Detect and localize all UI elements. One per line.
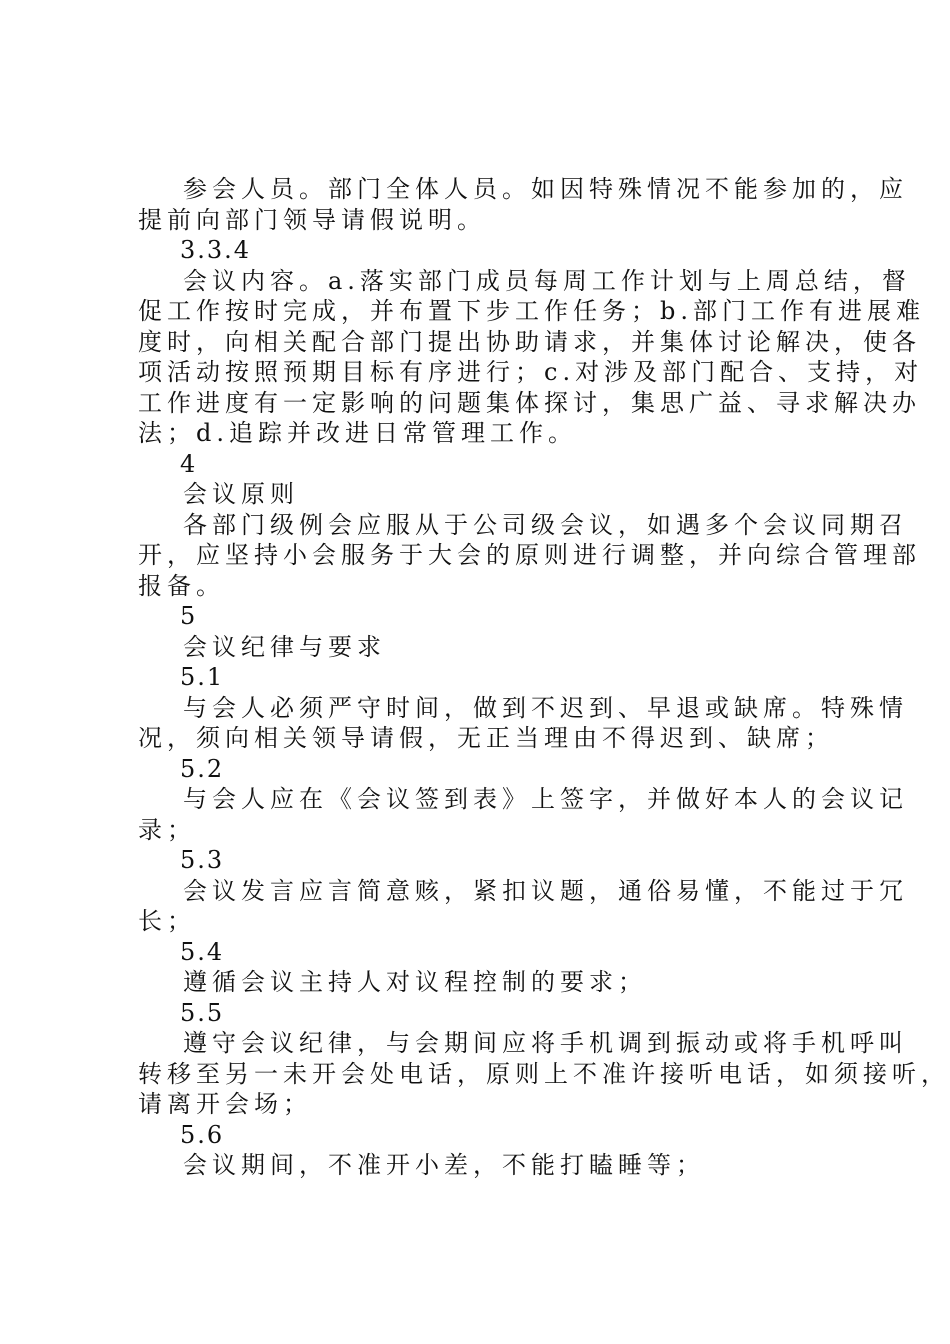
paragraph-line: 会议内容。a.落实部门成员每周工作计划与上周总结，督 — [183, 266, 911, 295]
section-heading: 会议纪律与要求 — [183, 632, 386, 661]
document-body — [138, 174, 950, 1181]
paragraph-line: 工作进度有一定影响的问题集体探讨，集思广益、寻求解决办 — [138, 388, 921, 417]
section-number: 5.4 — [180, 937, 225, 966]
section-number: 5.6 — [180, 1120, 225, 1149]
paragraph-line: 提前向部门领导请假说明。 — [138, 205, 486, 234]
paragraph-line: 开，应坚持小会服务于大会的原则进行调整，并向综合管理部 — [138, 541, 921, 569]
section-number: 3.3.4 — [180, 236, 252, 264]
paragraph-line: 法；d.追踪并改进日常管理工作。 — [138, 419, 577, 447]
paragraph-line: 度时，向相关配合部门提出协助请求，并集体讨论解决，使各 — [138, 327, 921, 356]
section-number: 5.1 — [180, 663, 225, 691]
paragraph-line: 长； — [138, 907, 196, 935]
paragraph-line: 各部门级例会应服从于公司级会议，如遇多个会议同期召 — [183, 510, 908, 539]
paragraph-line: 况，须向相关领导请假，无正当理由不得迟到、缺席； — [138, 724, 834, 752]
section-number: 5 — [180, 602, 198, 630]
paragraph-line: 参会人员。部门全体人员。如因特殊情况不能参加的，应 — [183, 175, 908, 203]
paragraph-line: 报备。 — [138, 571, 225, 600]
paragraph-line: 遵守会议纪律，与会期间应将手机调到振动或将手机呼叫 — [183, 1029, 908, 1057]
paragraph-line: 会议期间，不准开小差，不能打瞌睡等； — [183, 1151, 705, 1179]
section-number: 5.2 — [180, 754, 225, 783]
paragraph-line: 遵循会议主持人对议程控制的要求； — [183, 968, 647, 996]
paragraph-line: 与会人应在《会议签到表》上签字，并做好本人的会议记 — [183, 785, 908, 813]
paragraph-line: 与会人必须严守时间，做到不迟到、早退或缺席。特殊情 — [183, 693, 908, 722]
section-number: 5.5 — [180, 998, 225, 1027]
paragraph-line: 会议发言应言简意赅，紧扣议题，通俗易懂，不能过于冗 — [183, 876, 908, 905]
section-heading: 会议原则 — [183, 480, 299, 508]
paragraph-line: 项活动按照预期目标有序进行；c.对涉及部门配合、支持，对 — [138, 358, 924, 386]
paragraph-line: 录； — [138, 815, 196, 844]
section-number: 4 — [180, 449, 198, 478]
section-number: 5.3 — [180, 846, 225, 874]
paragraph-line: 请离开会场； — [138, 1090, 312, 1118]
paragraph-line: 转移至另一未开会处电话，原则上不准许接听电话，如须接听， — [138, 1059, 950, 1088]
paragraph-line: 促工作按时完成，并布置下步工作任务；b.部门工作有进展难 — [138, 297, 925, 325]
